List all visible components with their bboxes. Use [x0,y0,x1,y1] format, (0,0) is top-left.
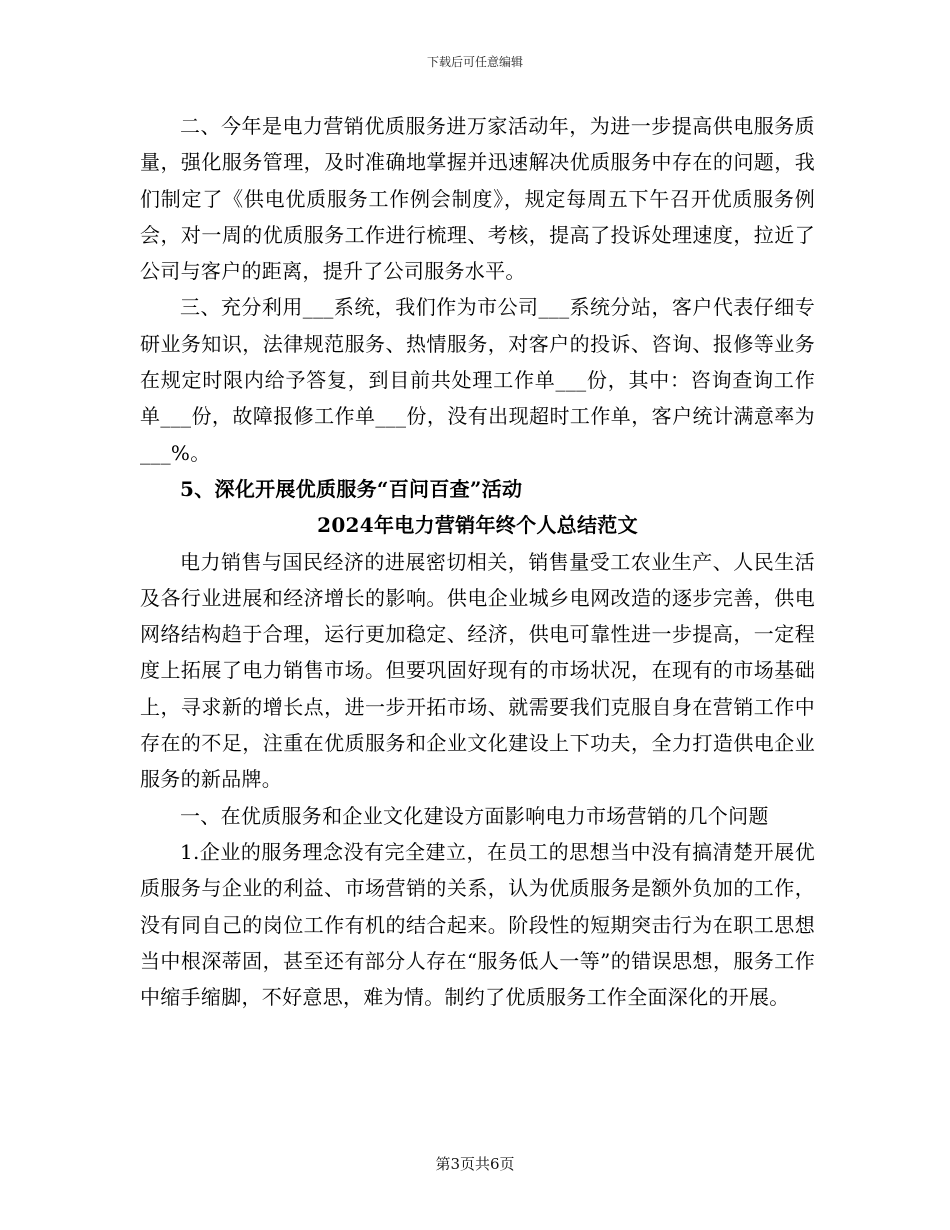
document-title: 2024年电力营销年终个人总结范文 [317,513,638,538]
page-footer: 第3页共6页 [435,1155,515,1173]
document-body [140,108,815,1015]
paragraph-introduction: 电力销售与国民经济的进展密切相关，销售量受工农业生产、人民生活及各行业进展和经济增长的影响。供电企业城乡电网改造的逐步完善，供电网络结构趋于合理，运行更加稳定、经济，供电可靠性进一步提高，一定程度上拓展了电力销售市场。但要巩固好现有的市场状况，在现有的市场基础上，寻求新的增长点，进一步开拓市场、就需要我们克服自身在营销工作中存在的不足，注重在优质服务和企业文化建设上下功夫，全力打造供电企业服务的新品牌。 [140,549,815,792]
paragraph-problems-heading: 一、在优质服务和企业文化建设方面影响电力市场营销的几个问题 [180,803,769,828]
paragraph-service-meeting: 二、今年是电力营销优质服务进万家活动年，为进一步提高供电服务质量，强化服务管理，及时准确地掌握并迅速解决优质服务中存在的问题，我们制定了《供电优质服务工作例会制度》，规定每周五下午召开优质服务例会，对一周的优质服务工作进行梳理、考核，提高了投诉处理速度，拉近了公司与客户的距离，提升了公司服务水平。 [140,114,815,284]
header-note: 下载后可任意编辑 [426,55,523,69]
paragraph-system-usage: 三、充分利用___系统，我们作为市公司___系统分站，客户代表仔细专研业务知识，法律规范服务、热情服务，对客户的投诉、咨询、报修等业务在规定时限内给予答复，到目前共处理工作单___份，其中：咨询查询工作单___份，故障报修工作单___份，没有出现超时工作单，客户统计满意率为___%。 [140,295,815,465]
paragraph-problem-1: 1.企业的服务理念没有完全建立，在员工的思想当中没有搞清楚开展优质服务与企业的利益、市场营销的关系，认为优质服务是额外负加的工作，没有同自己的岗位工作有机的结合起来。阶段性的短期突击行为在职工思想当中根深蒂固，甚至还有部分人存在“服务低人一等”的错误思想，服务工作中缩手缩脚，不好意思，难为情。制约了优质服务工作全面深化的开展。 [140,839,815,1010]
section-heading-5: 5、深化开展优质服务“百问百查”活动 [180,476,523,501]
